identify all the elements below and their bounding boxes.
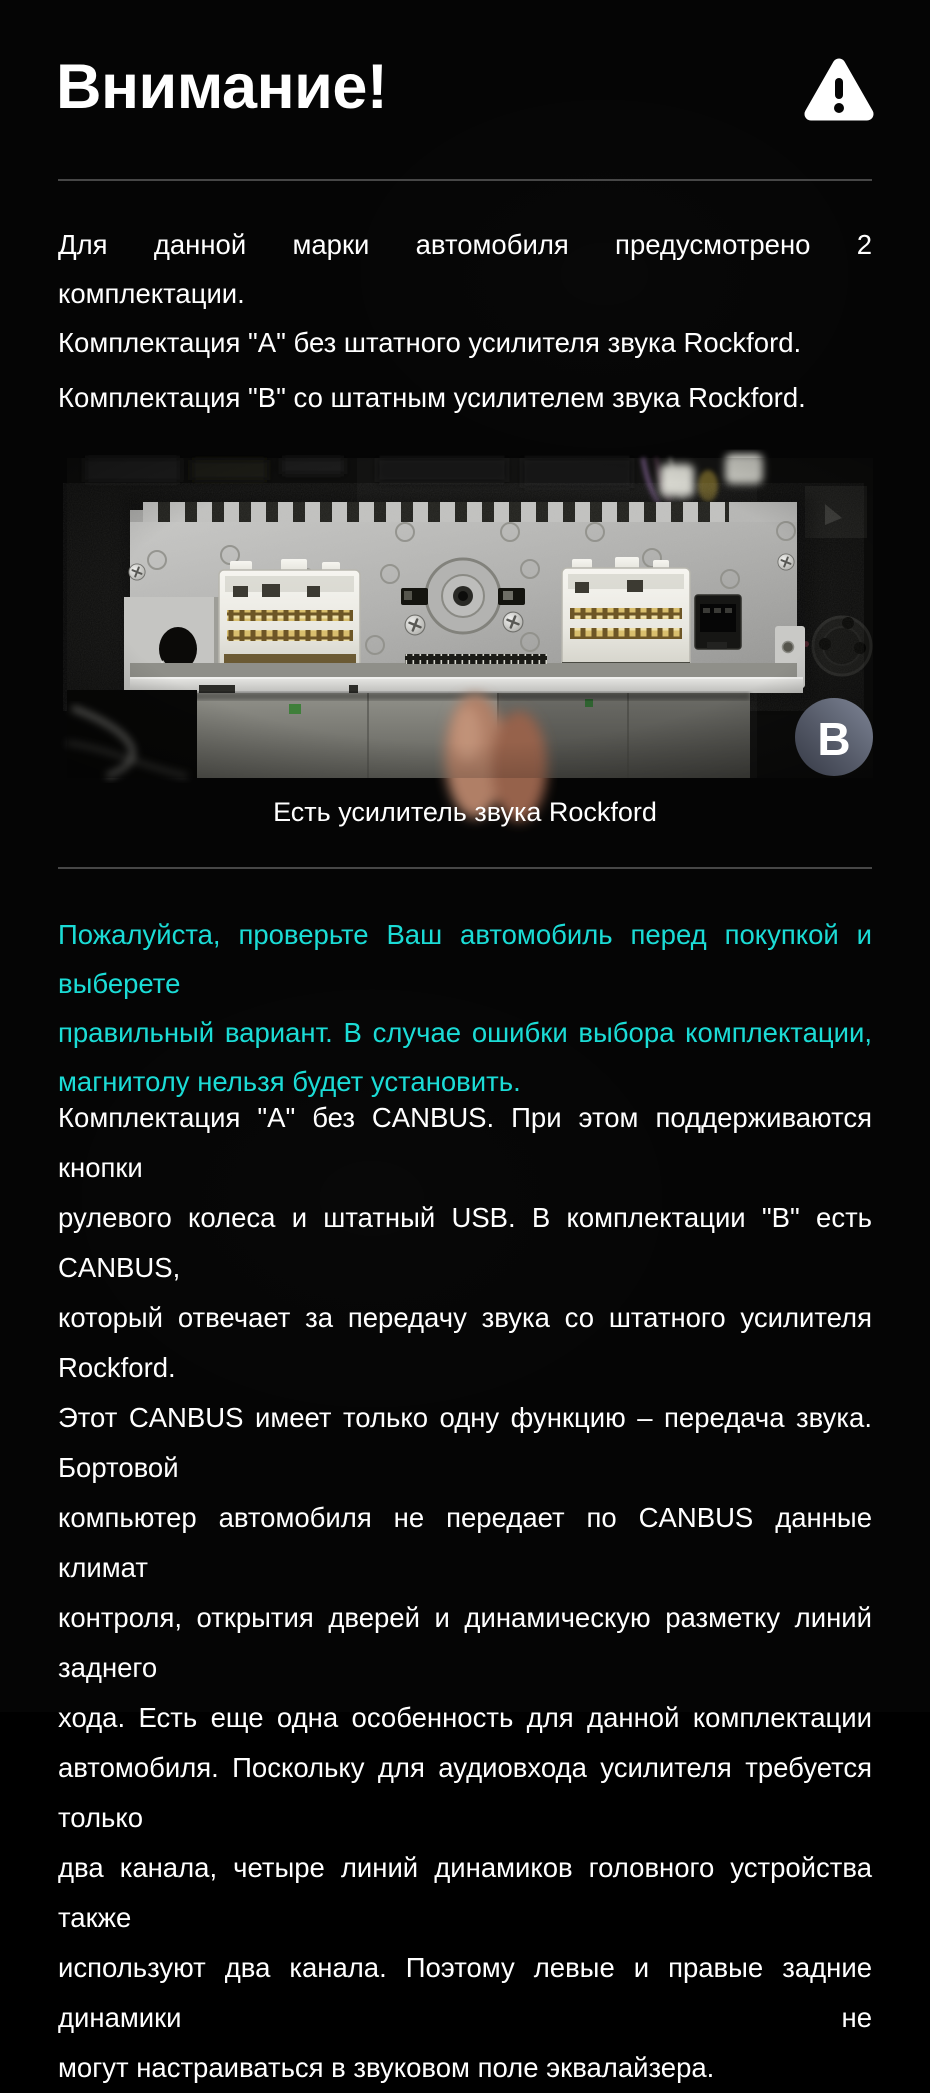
text-line: используют два канала. Поэтому левые и правые задние динамики не (58, 1952, 872, 2033)
text-line: рулевого колеса и штатный USB. В комплектации "В" есть CANBUS, (58, 1202, 872, 1283)
badge-letter: B (817, 713, 851, 765)
text-line: Этот CANBUS имеет только одну функцию – передача звука. Бортовой (58, 1402, 872, 1483)
text-line: Для данной марки автомобиля предусмотрено 2 комплектации. (58, 229, 872, 309)
intro-paragraph-2 (58, 373, 872, 422)
text-line: Комплектация "А" без штатного усилителя звука Rockford. (58, 327, 802, 358)
text-line: контроля, открытия дверей и динамическую разметку линий заднего (58, 1602, 872, 1683)
warning-triangle-icon (802, 55, 876, 125)
photo-caption: Есть усилитель звука Rockford (273, 797, 657, 827)
intro-paragraph-1 (58, 220, 872, 367)
text-line: автомобиля. Поскольку для аудиовхода усилителя требуется только (58, 1752, 872, 1833)
text-line: правильный вариант. В случае ошибки выбора комплектации, (58, 1017, 872, 1048)
text-line: хода. Есть еще одна особенность для данной комплектации (58, 1702, 872, 1733)
text-line: Комплектация "А" без CANBUS. При этом поддерживаются кнопки (58, 1102, 872, 1183)
head-unit-photo (67, 458, 873, 778)
details-paragraph (58, 1093, 872, 2093)
text-line: могут настраиваться в звуковом поле эквалайзера. (58, 2052, 715, 2083)
divider (58, 179, 872, 181)
text-line: компьютер автомобиля не передает по CANBUS данные климат (58, 1502, 872, 1583)
page-title: Внимание! (56, 52, 388, 122)
warning-paragraph (58, 910, 872, 1106)
text-line: Комплектация "В" со штатным усилителем звука Rockford. (58, 382, 806, 413)
text-line: два канала, четыре линий динамиков головного устройства также (58, 1852, 872, 1933)
text-line: который отвечает за передачу звука со штатного усилителя Rockford. (58, 1302, 872, 1383)
text-line: магнитолу нельзя будет установить. (58, 1066, 521, 1097)
vignette (67, 458, 873, 778)
divider (58, 867, 872, 869)
head-unit-photo-art (67, 458, 873, 778)
text-line: Пожалуйста, проверьте Ваш автомобиль перед покупкой и выберете (58, 919, 872, 999)
variant-b-badge (795, 698, 873, 776)
